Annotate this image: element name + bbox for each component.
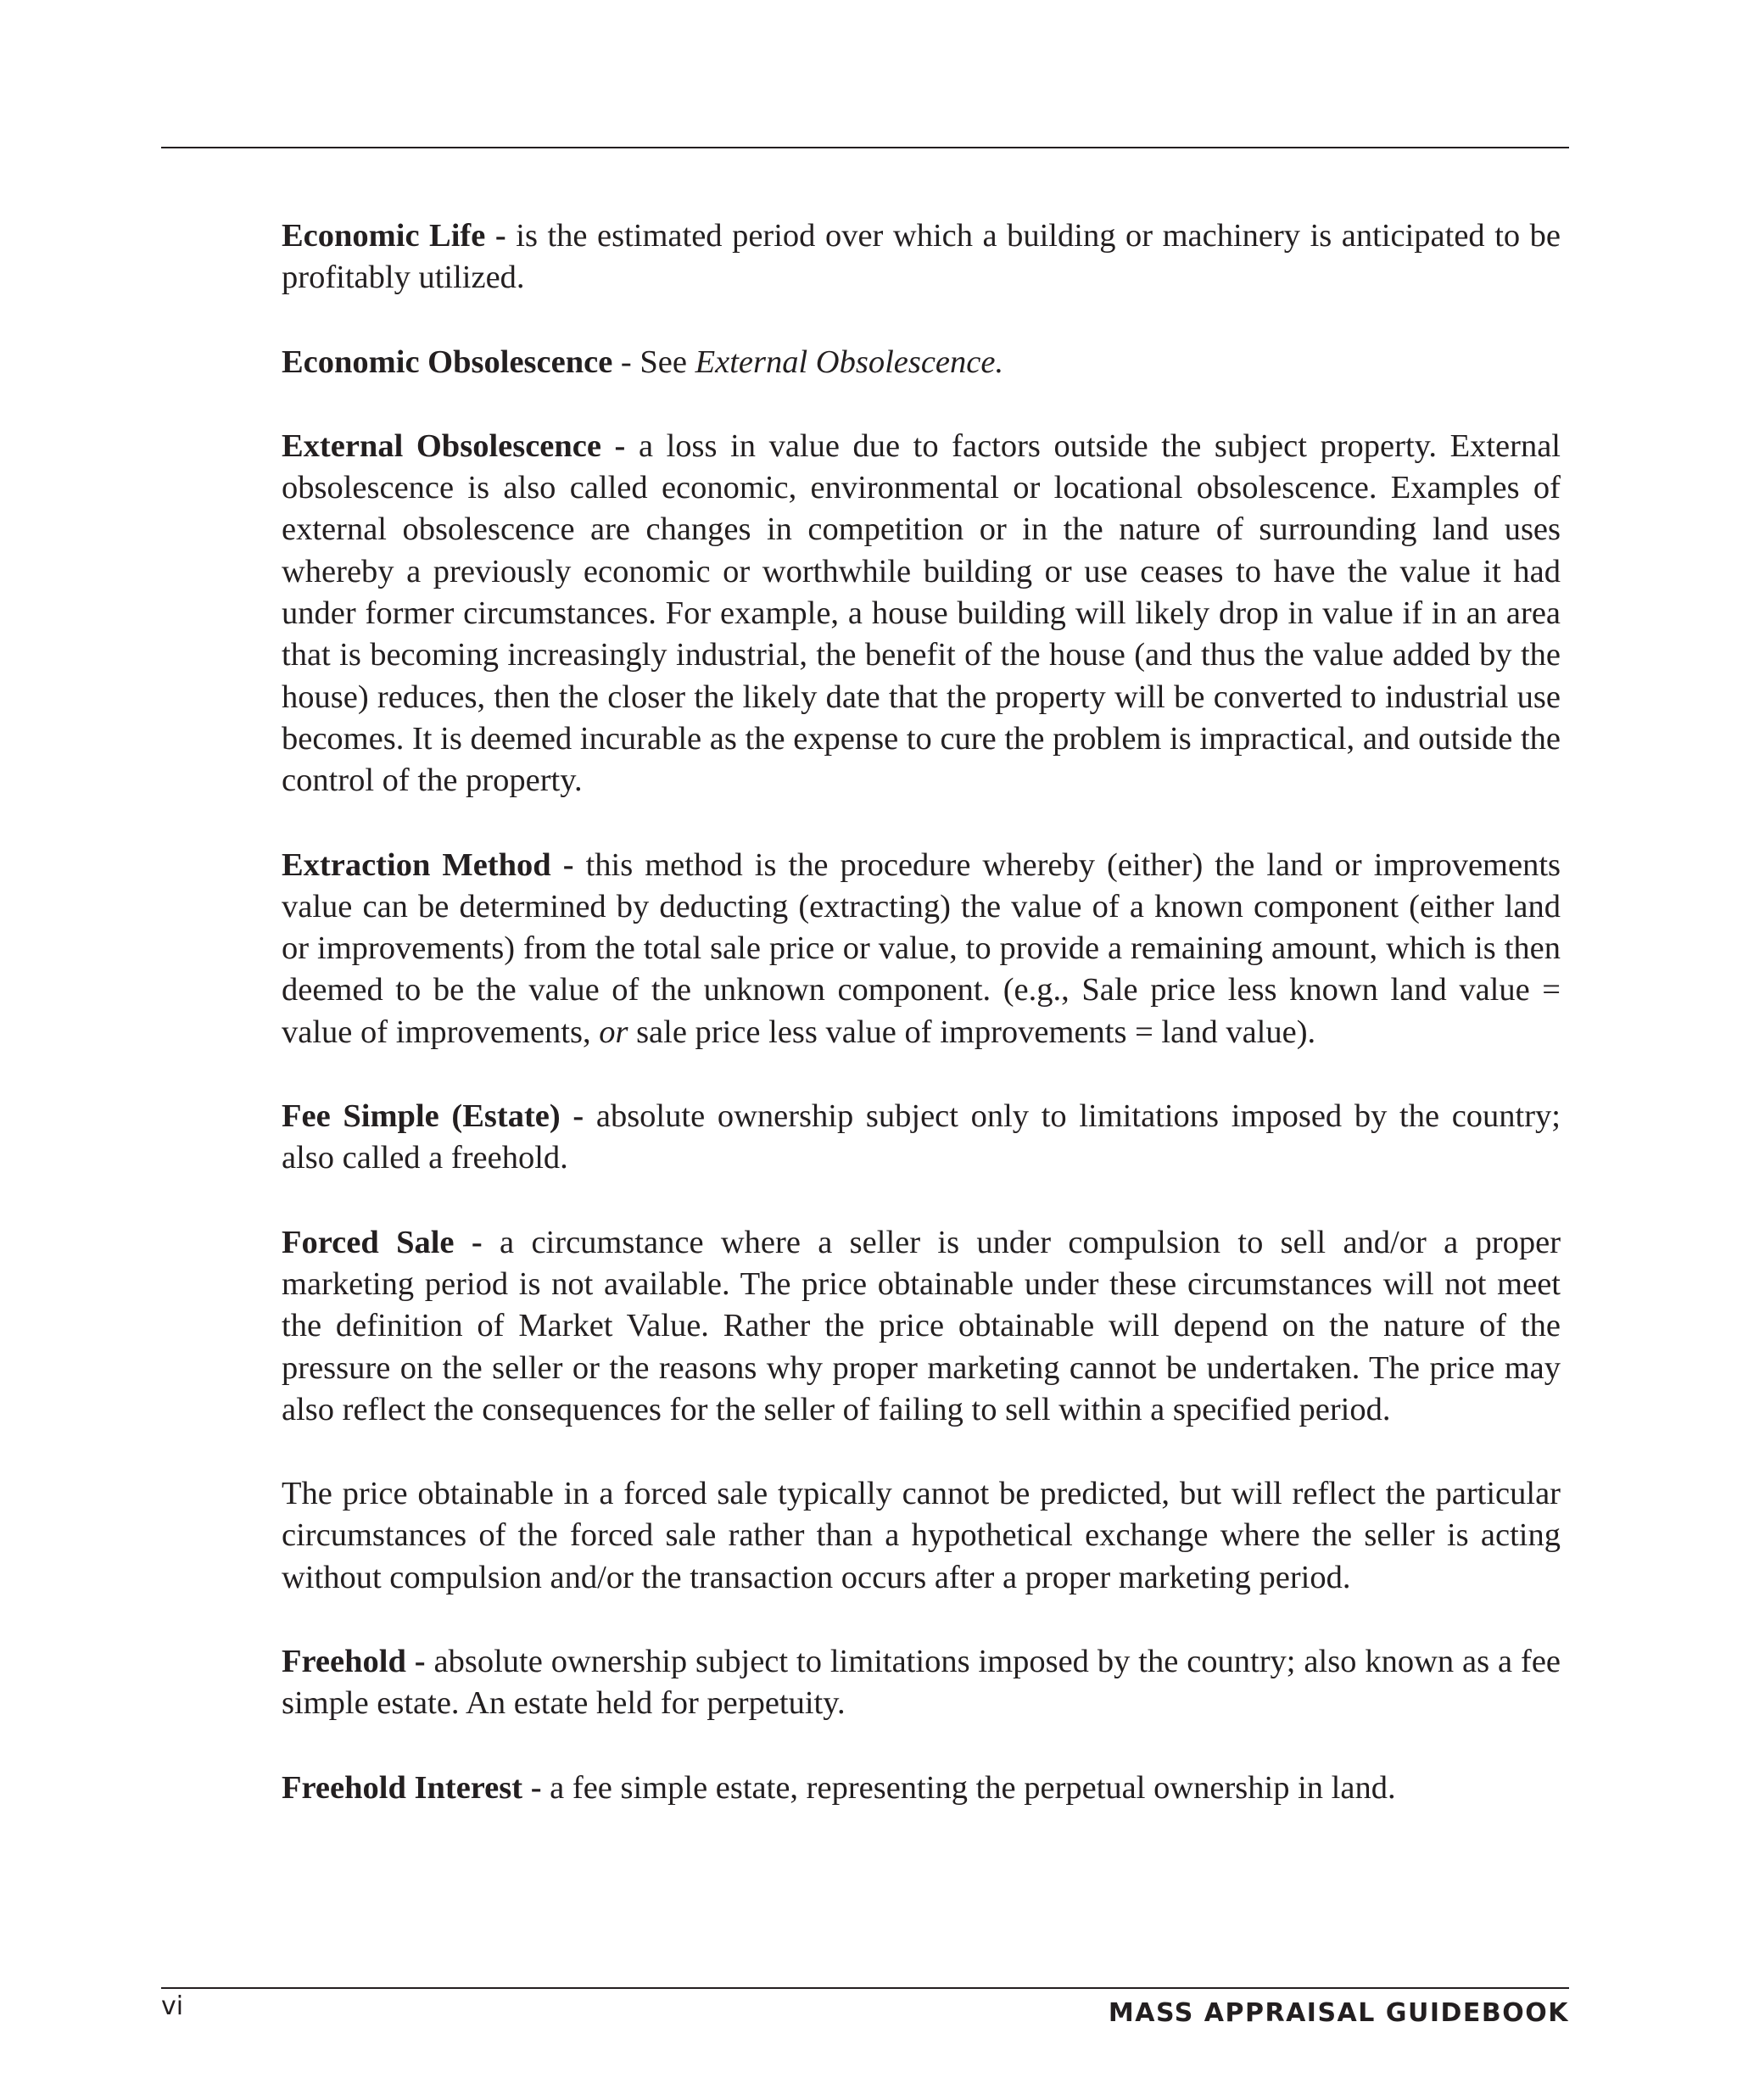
footer-rule: [161, 1987, 1569, 1989]
definition: a fee simple estate, representing the perpetual ownership in land.: [550, 1769, 1396, 1806]
running-footer-title: MASS APPRAISAL GUIDEBOOK: [1108, 1998, 1569, 2028]
definition-continued: sale price less value of improvements = land value).: [628, 1014, 1316, 1050]
term: Fee Simple (Estate): [282, 1098, 561, 1135]
term: Forced Sale: [282, 1224, 455, 1260]
separator: -: [494, 218, 506, 254]
glossary-entry-extraction-method: [282, 845, 1561, 1053]
separator: -: [414, 1644, 426, 1680]
glossary-entry-freehold: [282, 1641, 1561, 1725]
glossary-entry-economic-life: [282, 215, 1561, 299]
emphasis: or: [599, 1014, 628, 1050]
term: Economic Obsolescence: [282, 343, 613, 380]
definition: absolute ownership subject to limitations imposed by the country; also known as a fee simple estate. An estate held for perpetuity.: [282, 1644, 1561, 1722]
term: Extraction Method: [282, 846, 551, 883]
term: External Obsolescence: [282, 427, 601, 464]
separator: -: [614, 427, 626, 464]
glossary-entry-external-obsolescence: [282, 426, 1561, 802]
glossary-paragraph-forced-sale-continued: The price obtainable in a forced sale typically cannot be predicted, but will reflect the particular circumstances of the forced sale rather than a hypothetical exchange where the seller is acting without compulsion and/or the transaction occurs after a proper marketing period.: [282, 1476, 1561, 1595]
separator: -: [620, 343, 632, 380]
glossary-entry-fee-simple: [282, 1096, 1561, 1180]
separator: -: [530, 1769, 542, 1806]
page-number: vi: [161, 1991, 184, 2021]
glossary-entry-freehold-interest: [282, 1768, 1561, 1809]
term: Economic Life: [282, 218, 486, 254]
glossary-entry-forced-sale: [282, 1222, 1561, 1431]
definition: is the estimated period over which a building or machinery is anticipated to be profitably utilized.: [282, 218, 1561, 296]
definition: a loss in value due to factors outside the subject property. External obsolescence is also called economic, environmental or locational obsolescence. Examples of external obsolescence are changes in competition or in the nature of surrounding land uses whereby a previously economic or worthwhile building or use ceases to have the value it had under former circumstances. For example, a house building will likely drop in value if in an area that is becoming increasingly industrial, the benefit of the house (and thus the value added by the house) reduces, then the closer the likely date that the property will be converted to industrial use becomes. It is deemed incurable as the expense to cure the problem is impractical, and outside the control of the property.: [282, 427, 1561, 799]
header-rule: [161, 147, 1569, 148]
term: Freehold Interest: [282, 1769, 523, 1806]
cross-reference: External Obsolescence.: [695, 343, 1004, 380]
glossary-body: [282, 215, 1561, 1809]
separator: -: [471, 1224, 483, 1260]
term: Freehold: [282, 1644, 406, 1680]
definition: this method is the procedure whereby (either) the land or improvements value can be determined by deducting (extracting) the value of a known component (either land or improvements) from the total sale price or value, to provide a remaining amount, which is then deemed to be the value of the unknown component. (e.g., Sale price less known land value = value of improvements,: [282, 846, 1561, 1050]
separator: -: [572, 1098, 584, 1135]
separator: -: [562, 846, 574, 883]
definition: See: [640, 343, 695, 380]
definition: a circumstance where a seller is under compulsion to sell and/or a proper marketing period is not available. The price obtainable under these circumstances will not meet the definition of Market Value. Rather the price obtainable will depend on the nature of the pressure on the seller or the reasons why proper marketing cannot be undertaken. The price may also reflect the consequences for the seller of failing to sell within a specified period.: [282, 1224, 1561, 1427]
definition: absolute ownership subject only to limitations imposed by the country; also called a freehold.: [282, 1098, 1561, 1176]
glossary-entry-economic-obsolescence: [282, 342, 1561, 383]
